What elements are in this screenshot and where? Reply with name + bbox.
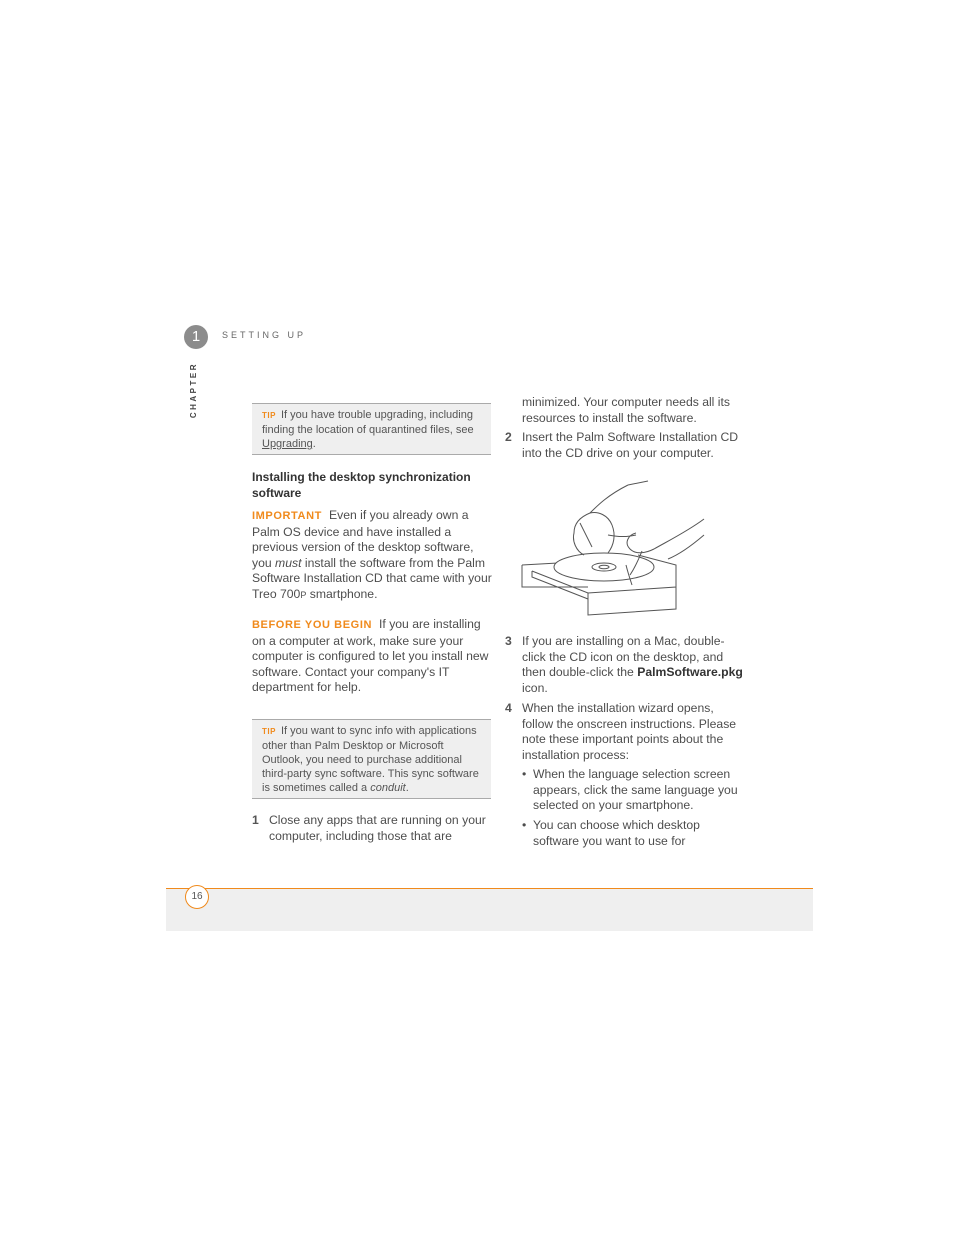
important-tag: IMPORTANT	[252, 510, 322, 522]
bullet-language	[522, 767, 744, 814]
before-you-begin-tag: BEFORE YOU BEGIN	[252, 619, 373, 631]
tip-box-conduit	[252, 719, 491, 799]
tip-text: If you have trouble upgrading, including finding the location of quarantined files, see	[262, 409, 474, 436]
chapter-number-badge: 1	[184, 325, 208, 349]
important-text: Even if you already own a Palm OS device and have installed a previous version of the desktop software, you	[252, 508, 474, 570]
bullet-text: You can choose which desktop software you want to use for	[533, 818, 700, 848]
step-number: 1	[252, 813, 259, 827]
tip-text: If you want to sync info with applications other than Palm Desktop or Microsoft Outlook, you need to purchase additional third-party sync software. This sync software is sometimes called a	[262, 725, 479, 794]
cd-insertion-illustration	[518, 475, 708, 623]
bullet-dot: •	[522, 818, 527, 832]
upgrading-link[interactable]: Upgrading	[262, 438, 313, 450]
page-number: 16	[185, 885, 209, 909]
step-number: 4	[505, 701, 512, 715]
footer-band	[166, 888, 813, 931]
chapter-title: SETTING UP	[222, 330, 307, 340]
important-text-3: smartphone.	[306, 586, 378, 601]
step-number: 2	[505, 430, 512, 444]
step-text-part: If you are installing on a Mac, double-click the CD icon on the desktop, and then double-click the	[522, 634, 725, 679]
step-text: minimized. Your computer needs all its resources to install the software.	[522, 395, 730, 425]
before-you-begin-text: If you are installing on a computer at work, make sure your computer is configured to let you install new software. Contact your company's IT department for help.	[252, 617, 489, 694]
tip-text-end: .	[312, 438, 316, 450]
bullet-dot: •	[522, 767, 527, 781]
tip-emphasis: conduit	[370, 782, 406, 794]
important-note	[252, 508, 492, 603]
step-text: Close any apps that are running on your computer, including those that are	[269, 813, 486, 843]
tip-tag: TIP	[262, 727, 276, 736]
important-emphasis: must	[275, 555, 302, 570]
step-1-continued	[505, 395, 745, 426]
step-2	[505, 430, 745, 461]
bullet-desktop-software	[522, 818, 744, 849]
step-number: 3	[505, 634, 512, 648]
palmsoftware-pkg-label: PalmSoftware.pkg	[637, 665, 743, 679]
section-heading: Installing the desktop synchronization software	[252, 470, 471, 500]
bullet-text: When the language selection screen appears, click the same language you selected on your smartphone.	[533, 767, 738, 812]
step-3	[505, 634, 745, 696]
chapter-vertical-label: CHAPTER	[189, 362, 198, 419]
step-text-part: icon.	[522, 680, 548, 695]
step-text	[522, 634, 745, 696]
model-suffix: P	[300, 589, 307, 600]
step-text: When the installation wizard opens, follow the onscreen instructions. Please note these important points about the installation process:	[522, 701, 737, 762]
step-4	[505, 701, 745, 763]
important-text-2: install the software from the Palm Software Installation CD that came with your Treo 700	[252, 555, 492, 601]
tip-text-end: .	[405, 782, 409, 794]
before-you-begin-note	[252, 617, 492, 696]
tip-tag: TIP	[262, 411, 276, 420]
step-text: Insert the Palm Software Installation CD into the CD drive on your computer.	[522, 430, 739, 460]
tip-box-upgrading	[252, 403, 491, 455]
step-1	[252, 813, 492, 844]
